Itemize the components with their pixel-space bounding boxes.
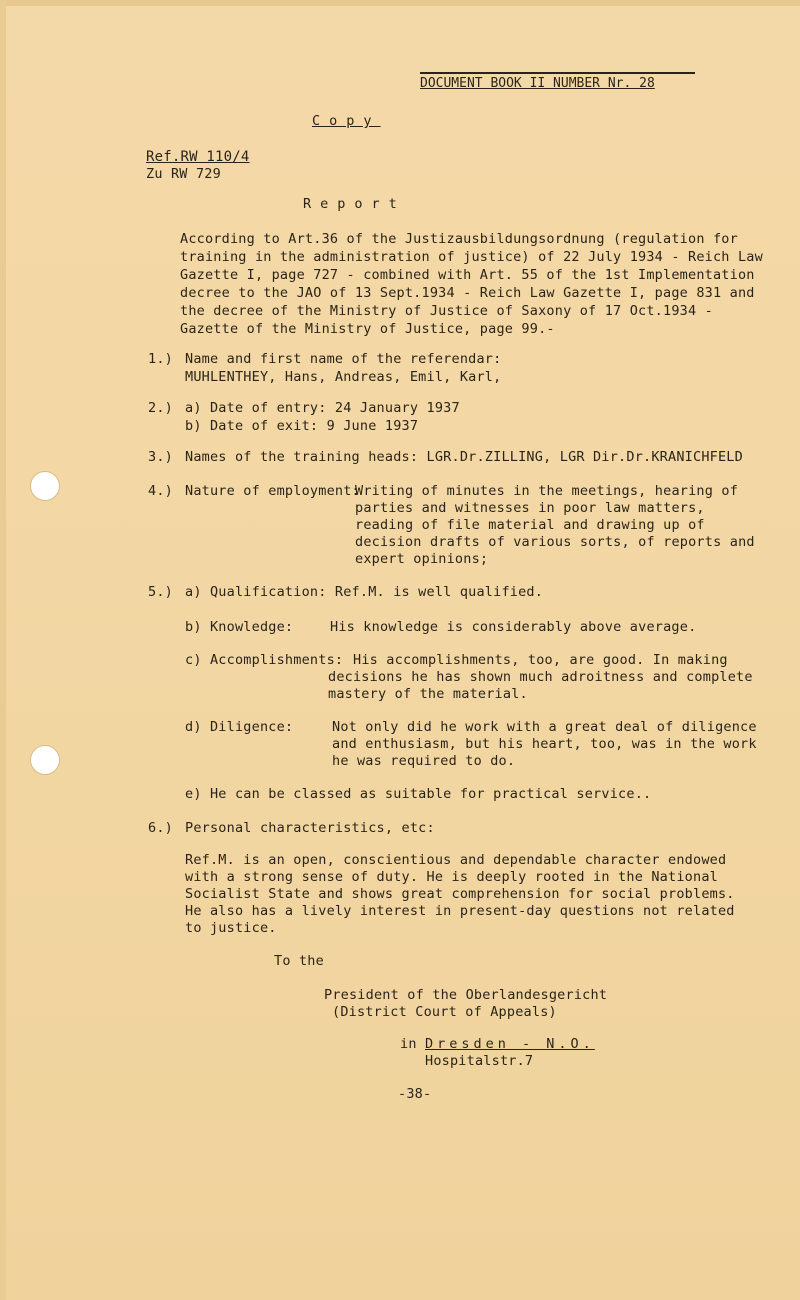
item5-accomplishments-label: c) Accomplishments:	[185, 652, 344, 668]
item6-line: Ref.M. is an open, conscientious and dependable character endowed	[185, 852, 727, 868]
item-number: 2.)	[148, 400, 173, 416]
address-street: Hospitalstr.7	[425, 1053, 534, 1069]
address-line-1: President of the Oberlandesgericht	[324, 987, 608, 1003]
item5-diligence-label: d) Diligence:	[185, 719, 294, 735]
item2-entry: a) Date of entry: 24 January 1937	[185, 400, 460, 416]
item4-label: Nature of employment:	[185, 483, 360, 499]
item2-exit: b) Date of exit: 9 June 1937	[185, 418, 419, 434]
header-ref: DOCUMENT BOOK II NUMBER Nr. 28	[420, 76, 655, 91]
paper-edge-top	[0, 0, 800, 6]
intro-line: Gazette I, page 727 - combined with Art. 55 of the 1st Implementation	[180, 267, 755, 283]
item6-label: Personal characteristics, etc:	[185, 820, 435, 836]
item5-accomplishments-line: His accomplishments, too, are good. In making	[353, 652, 728, 668]
item5-qualification: a) Qualification: Ref.M. is well qualified.	[185, 584, 544, 600]
item4-line: Writing of minutes in the meetings, hearing of	[355, 483, 739, 499]
address-to: To the	[274, 953, 324, 969]
intro-line: Gazette of the Ministry of Justice, page 99.-	[180, 321, 555, 337]
page-number: -38-	[398, 1086, 432, 1102]
copy-label: Copy	[312, 113, 381, 129]
intro-line: training in the administration of justice) of 22 July 1934 - Reich Law	[180, 249, 763, 265]
item4-line: reading of file material and drawing up of	[355, 517, 705, 533]
paper-edge-left	[0, 0, 6, 1300]
item-number: 3.)	[148, 449, 173, 465]
item5-accomplishments-line: mastery of the material.	[328, 686, 528, 702]
item-number: 4.)	[148, 483, 173, 499]
item6-line: Socialist State and shows great comprehension for social problems.	[185, 886, 735, 902]
intro-line: According to Art.36 of the Justizausbildungsordnung (regulation for	[180, 231, 738, 247]
item-number: 6.)	[148, 820, 173, 836]
punch-hole-icon	[30, 745, 60, 775]
address-city-prefix: in	[400, 1036, 417, 1052]
address-city: Dresden - N.O.	[425, 1036, 595, 1052]
document-book-header	[420, 72, 695, 94]
item4-line: expert opinions;	[355, 551, 489, 567]
item1-value: MUHLENTHEY, Hans, Andreas, Emil, Karl,	[185, 369, 502, 385]
item5-knowledge-text: His knowledge is considerably above average.	[330, 619, 697, 635]
item4-line: decision drafts of various sorts, of reports and	[355, 534, 755, 550]
ref-line-2: Zu RW 729	[146, 166, 221, 182]
item6-line: He also has a lively interest in present-day questions not related	[185, 903, 735, 919]
item6-line: to justice.	[185, 920, 277, 936]
item-number: 5.)	[148, 584, 173, 600]
intro-line: the decree of the Ministry of Justice of Saxony of 17 Oct.1934 -	[180, 303, 713, 319]
item5-accomplishments-line: decisions he has shown much adroitness and complete	[328, 669, 753, 685]
item4-line: parties and witnesses in poor law matters,	[355, 500, 705, 516]
item1-label: Name and first name of the referendar:	[185, 351, 502, 367]
item5-diligence-line: he was required to do.	[332, 753, 516, 769]
item3-text: Names of the training heads: LGR.Dr.ZILLING, LGR Dir.Dr.KRANICHFELD	[185, 449, 743, 465]
item5-diligence-line: Not only did he work with a great deal of diligence	[332, 719, 757, 735]
item6-line: with a strong sense of duty. He is deeply rooted in the National	[185, 869, 718, 885]
item-number: 1.)	[148, 351, 173, 367]
item5-diligence-line: and enthusiasm, but his heart, too, was in the work	[332, 736, 757, 752]
item5-knowledge-label: b) Knowledge:	[185, 619, 294, 635]
address-line-2: (District Court of Appeals)	[332, 1004, 557, 1020]
item5-suitability: e) He can be classed as suitable for practical service..	[185, 786, 652, 802]
ref-line-1: Ref.RW 110/4	[146, 149, 250, 165]
report-title: Report	[303, 196, 406, 212]
intro-line: decree to the JAO of 13 Sept.1934 - Reich Law Gazette I, page 831 and	[180, 285, 755, 301]
punch-hole-icon	[30, 471, 60, 501]
